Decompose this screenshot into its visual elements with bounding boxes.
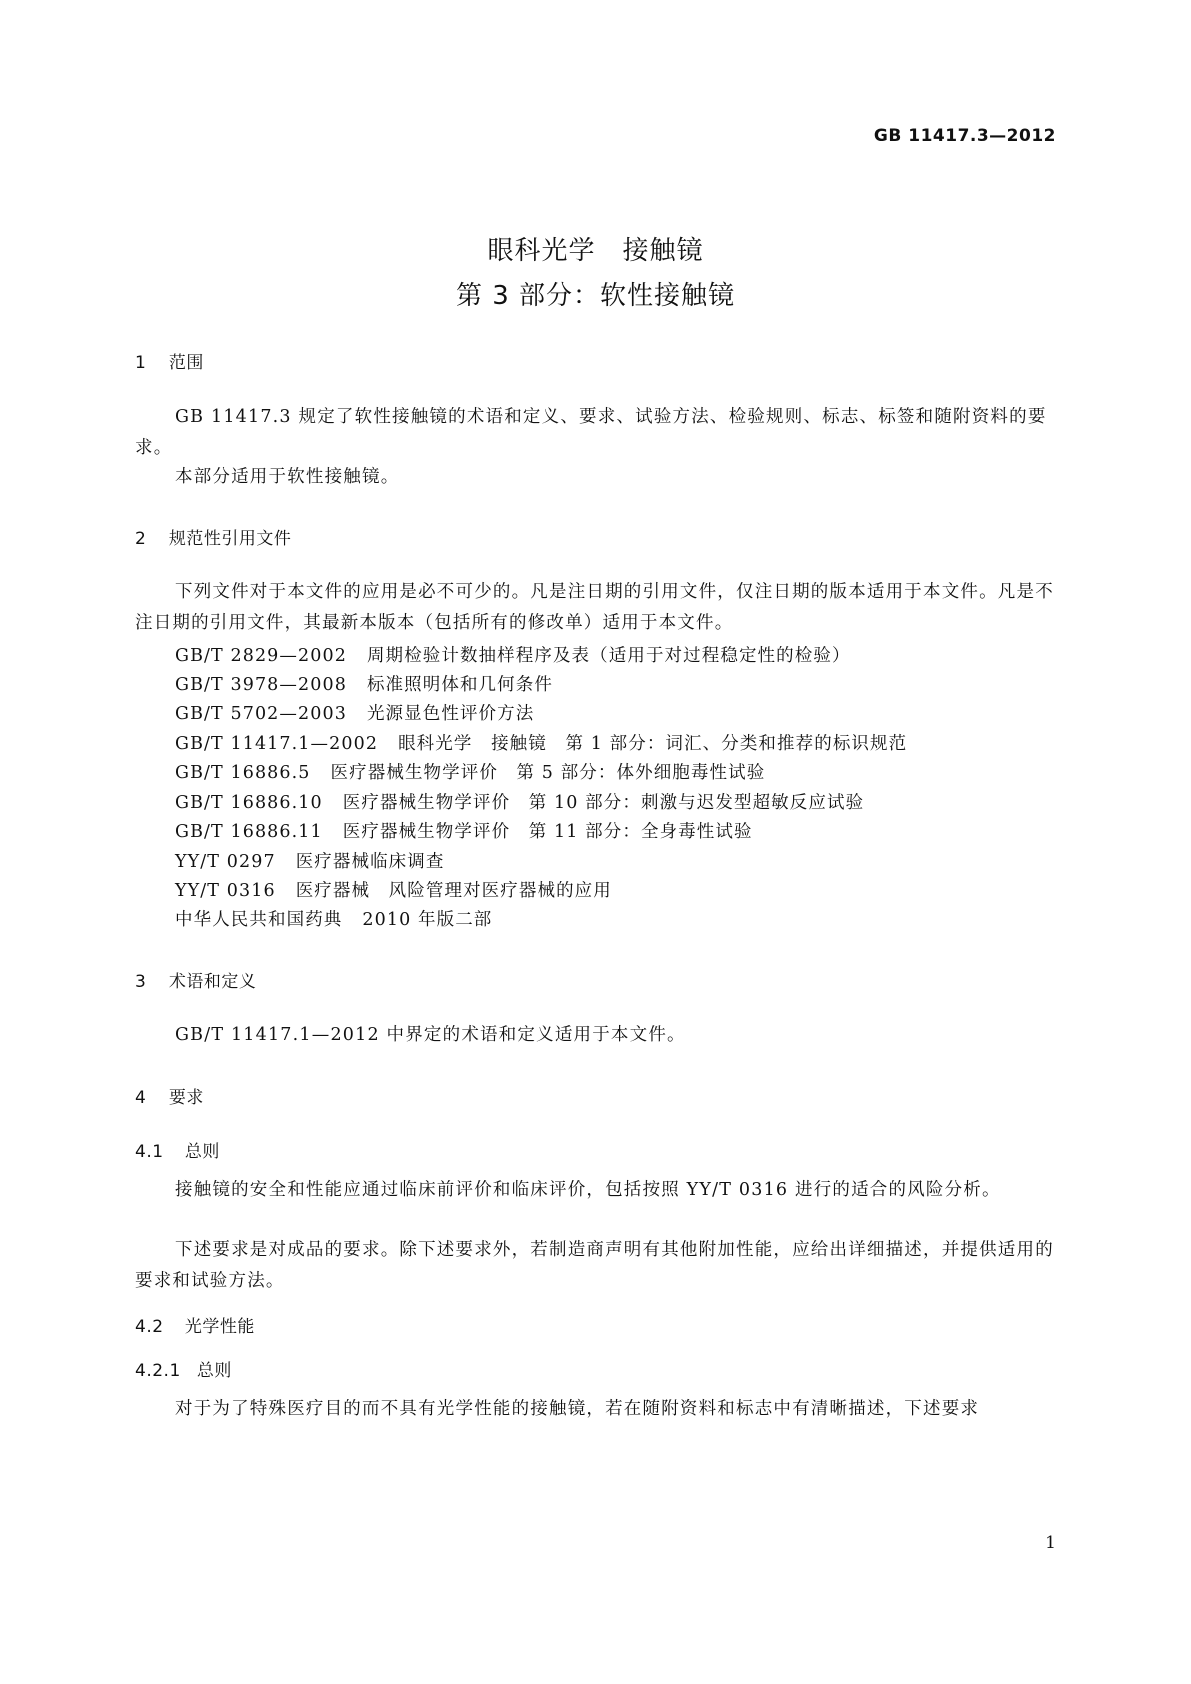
- paragraph: 下述要求是对成品的要求。除下述要求外，若制造商声明有其他附加性能，应给出详细描述，并提供适用的要求和试验方法。: [135, 1240, 1054, 1291]
- standard-code: GB 11417.3—2012: [873, 126, 1056, 146]
- reference-item: [175, 730, 907, 755]
- paragraph: 接触镜的安全和性能应通过临床前评价和临床评价，包括按照 YY/T 0316 进行的适合的风险分析。: [175, 1180, 1001, 1200]
- reference-item: [175, 848, 445, 873]
- section-number: 4.1: [135, 1142, 164, 1162]
- reference-title: 医疗器械生物学评价 第 11 部分：全身毒性试验: [342, 822, 753, 842]
- reference-code: GB/T 16886.11: [175, 822, 323, 842]
- reference-title: 标准照明体和几何条件: [366, 675, 553, 695]
- reference-title: 医疗器械生物学评价 第 10 部分：刺激与迟发型超敏反应试验: [342, 793, 865, 813]
- section-title: 范围: [168, 353, 204, 373]
- section-heading-4-2: [135, 1312, 255, 1337]
- paragraph: GB 11417.3 规定了软性接触镜的术语和定义、要求、试验方法、检验规则、标志、标签和随附资料的要求。: [135, 407, 1047, 458]
- section-heading-3: [135, 967, 256, 992]
- reference-item: [175, 642, 851, 667]
- reference-code: GB/T 2829—2002: [175, 646, 347, 666]
- section-number: 4: [135, 1088, 147, 1108]
- section-heading-2: [135, 524, 291, 549]
- reference-title: 光源显色性评价方法: [366, 704, 535, 724]
- reference-item: [175, 700, 534, 725]
- reference-title: 周期检验计数抽样程序及表（适用于对过程稳定性的检验）: [366, 646, 851, 666]
- section-title: 要求: [168, 1088, 204, 1108]
- section-number: 3: [135, 972, 147, 992]
- document-subtitle: 第 3 部分：软性接触镜: [455, 281, 736, 311]
- section-number: 4.2.1: [135, 1361, 181, 1381]
- section-title: 光学性能: [184, 1317, 255, 1337]
- reference-code: GB/T 3978—2008: [175, 675, 347, 695]
- reference-title: 医疗器械生物学评价 第 5 部分：体外细胞毒性试验: [330, 763, 766, 783]
- reference-title: 眼科光学 接触镜 第 1 部分：词汇、分类和推荐的标识规范: [398, 734, 908, 754]
- reference-item: [175, 671, 553, 696]
- reference-title: 医疗器械 风险管理对医疗器械的应用: [295, 881, 612, 901]
- section-heading-1: [135, 348, 204, 373]
- reference-item: [175, 906, 492, 931]
- section-heading-4-2-1: [135, 1356, 232, 1381]
- section-title: 规范性引用文件: [168, 529, 292, 549]
- section-title: 总则: [184, 1142, 220, 1162]
- reference-code: 中华人民共和国药典: [175, 910, 343, 930]
- paragraph: 对于为了特殊医疗目的而不具有光学性能的接触镜，若在随附资料和标志中有清晰描述，下述要求: [175, 1399, 980, 1419]
- reference-code: GB/T 16886.5: [175, 763, 311, 783]
- paragraph: 下列文件对于本文件的应用是必不可少的。凡是注日期的引用文件，仅注日期的版本适用于本文件。凡是不注日期的引用文件，其最新本版本（包括所有的修改单）适用于本文件。: [135, 582, 1054, 633]
- section-title: 术语和定义: [168, 972, 257, 992]
- reference-code: GB/T 5702—2003: [175, 704, 347, 724]
- section-title: 总则: [196, 1361, 232, 1381]
- reference-title: 2010 年版二部: [362, 910, 493, 930]
- section-heading-4: [135, 1083, 204, 1108]
- section-number: 1: [135, 353, 147, 373]
- reference-item: [175, 818, 753, 843]
- section-heading-4-1: [135, 1137, 220, 1162]
- section-number: 4.2: [135, 1317, 164, 1337]
- section-number: 2: [135, 529, 147, 549]
- paragraph: GB/T 11417.1—2012 中界定的术语和定义适用于本文件。: [175, 1025, 686, 1045]
- reference-item: [175, 789, 864, 814]
- document-title: 眼科光学 接触镜: [487, 236, 704, 266]
- reference-code: YY/T 0316: [175, 881, 276, 901]
- reference-item: [175, 759, 765, 784]
- reference-code: GB/T 16886.10: [175, 793, 323, 813]
- reference-code: GB/T 11417.1—2002: [175, 734, 379, 754]
- reference-item: [175, 877, 612, 902]
- reference-code: YY/T 0297: [175, 852, 276, 872]
- paragraph: 本部分适用于软性接触镜。: [175, 467, 400, 487]
- page-number: 1: [1045, 1533, 1056, 1553]
- reference-title: 医疗器械临床调查: [295, 852, 445, 872]
